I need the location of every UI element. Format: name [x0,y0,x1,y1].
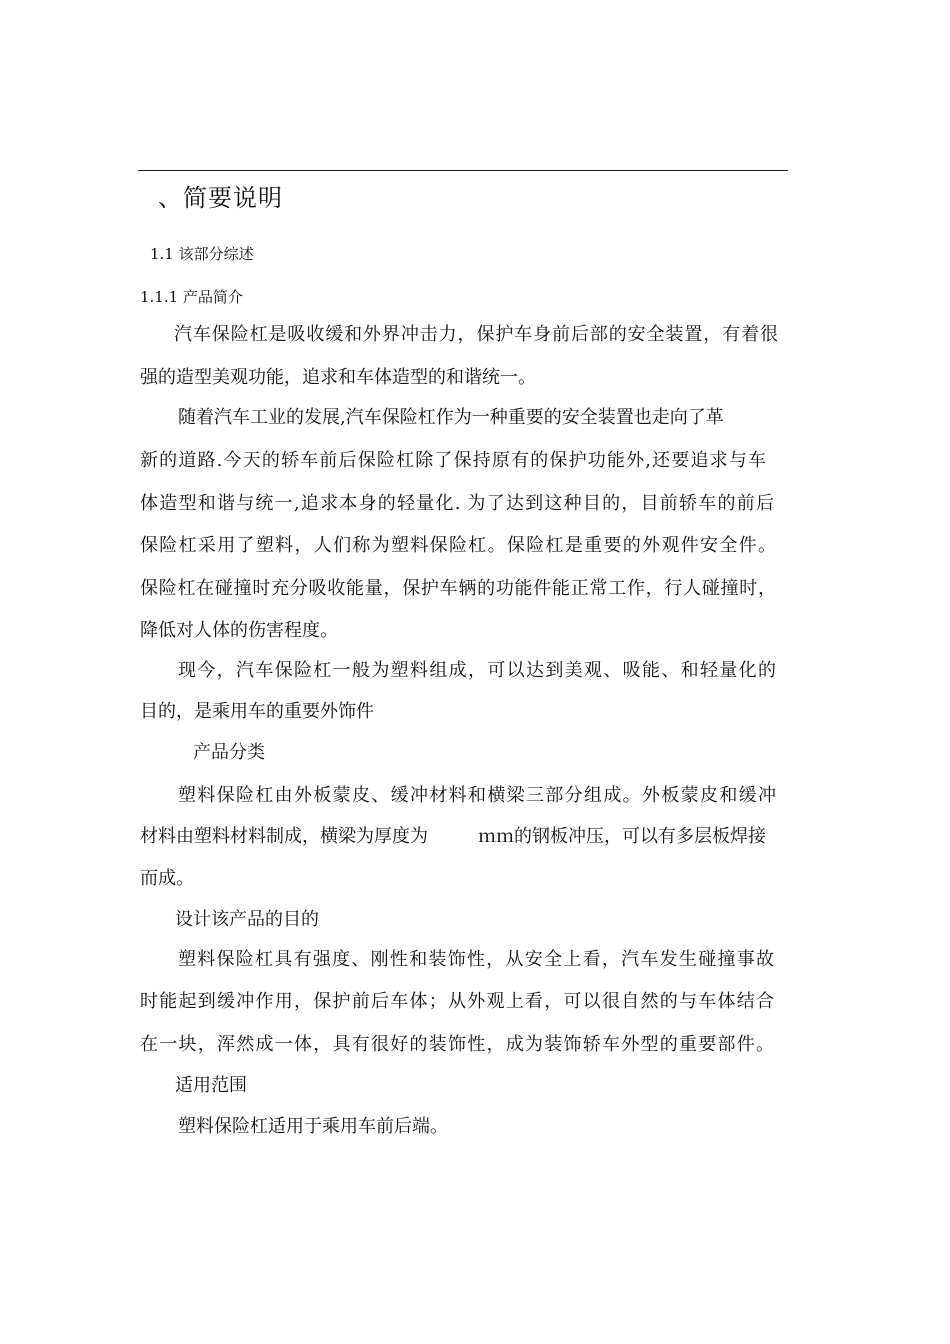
intro-p2-line1: 随着汽车工业的发展,汽车保险杠作为一种重要的安全装置也走向了革 [178,407,724,428]
scope-text: 塑料保险杠适用于乘用车前后端。 [178,1116,448,1137]
purpose-line2: 时能起到缓冲作用，保护前后车体；从外观上看，可以很自然的与车体结合 [140,991,774,1012]
intro-p1-line1: 汽车保险杠是吸收缓和外界冲击力，保护车身前后部的安全装置，有着很 [174,324,778,345]
intro-p3-line2: 目的，是乘用车的重要外饰件 [140,701,374,722]
subsection-heading: 1.1 该部分综述 [150,245,254,263]
intro-p2-line3: 体造型和谐与统一,追求本身的轻量化. 为了达到这种目的，目前轿车的前后 [140,493,774,514]
purpose-line3: 在一块，浑然成一体，具有很好的装饰性，成为装饰轿车外型的重要部件。 [140,1034,774,1055]
header-rule [138,170,788,171]
subsubsection-heading: 1.1.1 产品简介 [140,288,243,306]
intro-p3-line1: 现今，汽车保险杠一般为塑料组成，可以达到美观、吸能、和轻量化的 [178,660,776,681]
classification-line2b: ｍｍ的钢板冲压，可以有多层板焊接 [478,826,766,847]
intro-p2-line4: 保险杠采用了塑料，人们称为塑料保险杠。保险杠是重要的外观件安全件。 [140,535,776,556]
intro-p1-line2: 强的造型美观功能，追求和车体造型的和谐统一。 [140,367,536,388]
section-title: 、简要说明 [158,184,283,212]
classification-line2a: 材料由塑料材料制成，横梁为厚度为 [140,826,428,847]
intro-p2-line5: 保险杠在碰撞时充分吸收能量，保护车辆的功能件能正常工作，行人碰撞时， [140,578,776,599]
intro-p2-line6: 降低对人体的伤害程度。 [140,620,338,641]
purpose-line1: 塑料保险杠具有强度、刚性和装饰性，从安全上看，汽车发生碰撞事故 [178,949,774,970]
classification-line1: 塑料保险杠由外板蒙皮、缓冲材料和横梁三部分组成。外板蒙皮和缓冲 [178,785,776,806]
intro-p2-line2: 新的道路.今天的轿车前后保险杠除了保持原有的保护功能外,还要追求与车 [140,450,766,471]
classification-line3: 而成。 [140,868,194,889]
classification-heading: 产品分类 [193,742,265,763]
purpose-heading: 设计该产品的目的 [175,909,319,930]
scope-heading: 适用范围 [175,1075,247,1096]
